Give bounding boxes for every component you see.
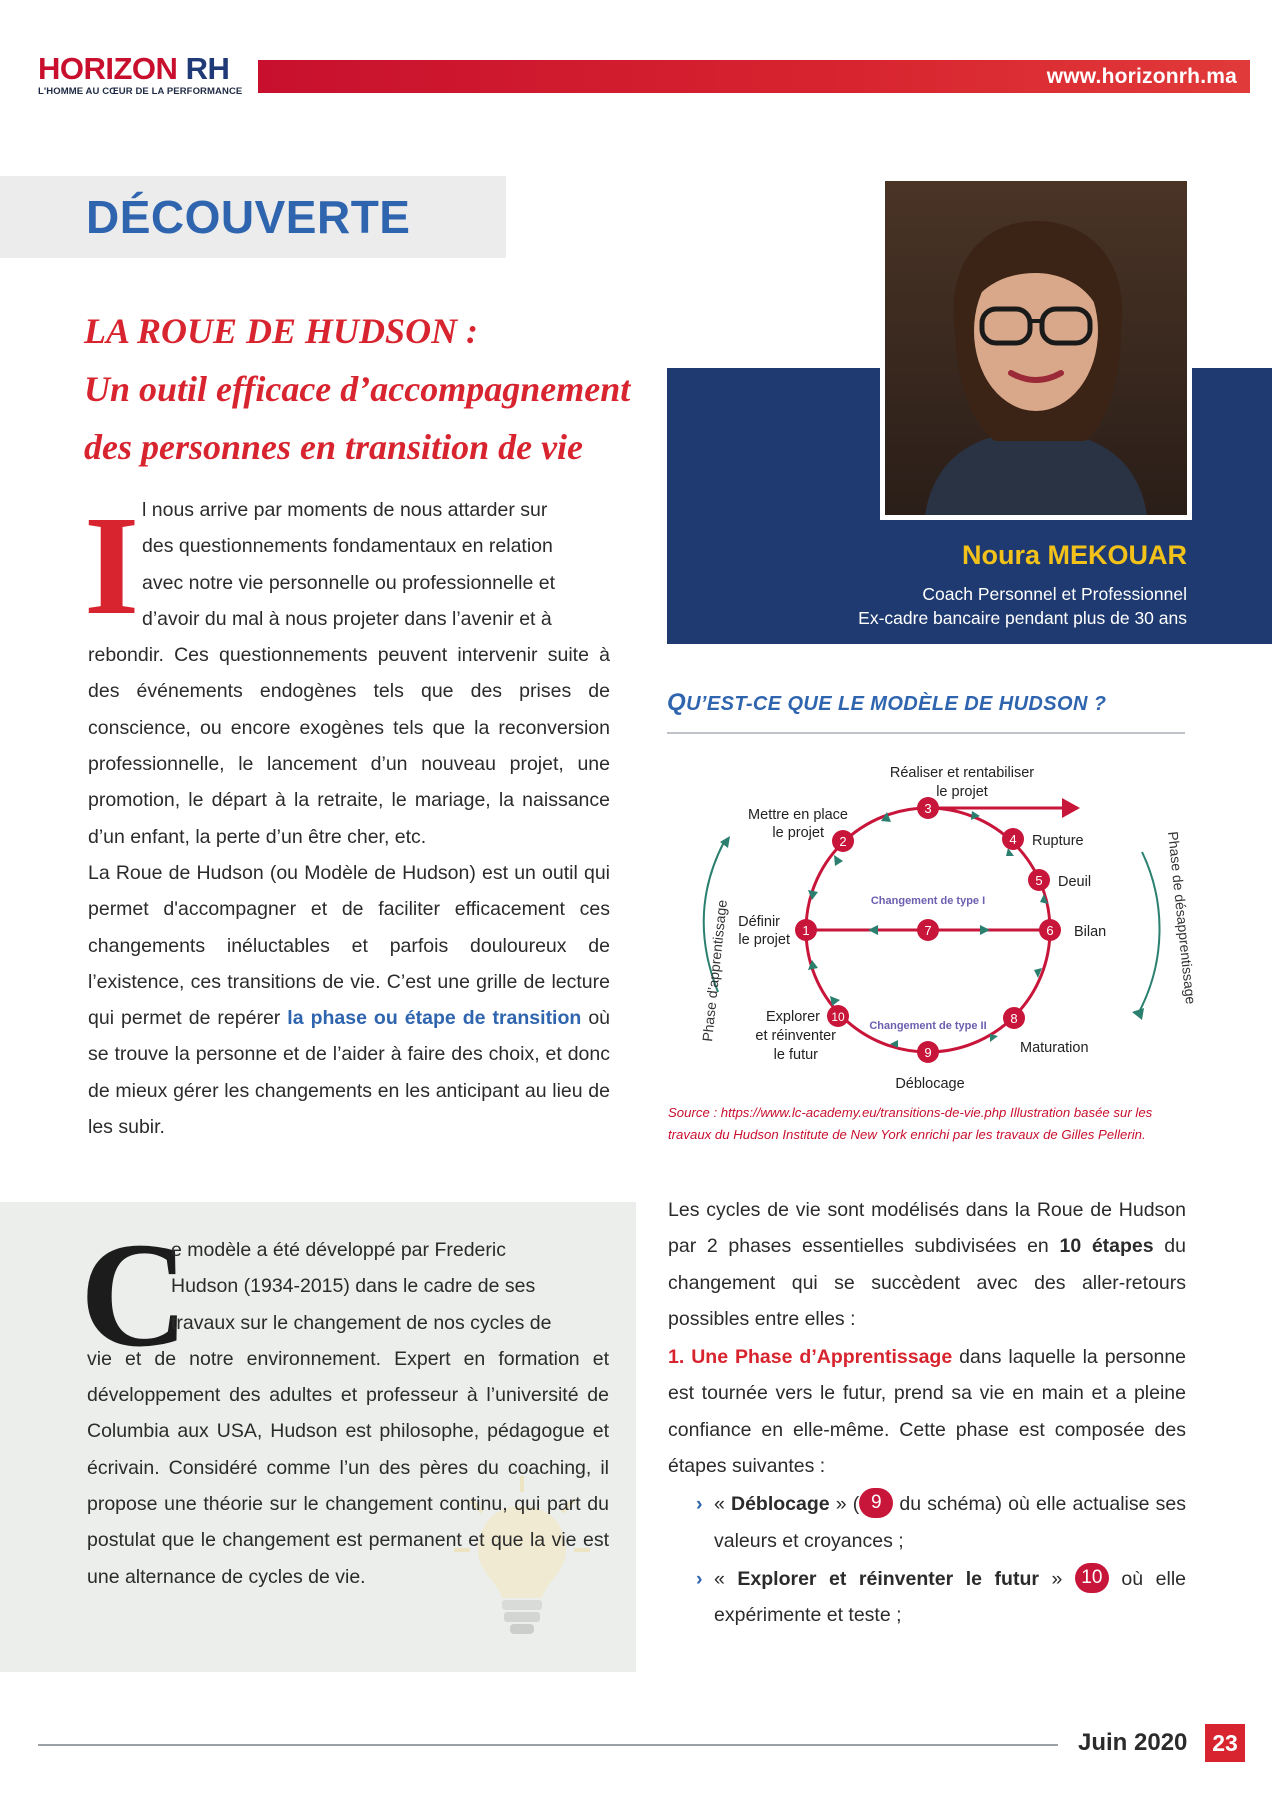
step-badge: 10: [1075, 1563, 1109, 1593]
text-span: «: [714, 1567, 738, 1590]
node-1-label: le projet: [738, 932, 790, 948]
node-4: [1002, 828, 1024, 850]
intro-paragraph-rest: rebondir. Ces questionnements peuvent intervenir suite à des événements endogènes tels que des prises de conscience, ou encore exogènes tels que la reconversion professionnelle, le lancement d’un nouveau projet, une promotion, le départ à la retraite, le mariage, la naissance d’un enfant, la perte d’un être cher, etc.: [88, 644, 610, 848]
direction-arrow: [980, 925, 990, 935]
article-title: [84, 302, 644, 476]
intro-p2-start: La Roue de Hudson (ou Modèle de Hudson) est un outil qui permet d'accompagner et de faciliter efficacement ces changements inéluctables et parfois douloureux de l’existence, ces transitions de vie. C’est une grille de lecture qui permet de repérer: [88, 861, 610, 1030]
text-span: où elle expérimente et teste ;: [714, 1567, 1186, 1627]
node-10-label: et réinventer: [755, 1028, 836, 1044]
question-heading-rest: U’EST-CE QUE LE MODÈLE DE HUDSON ?: [686, 693, 1107, 715]
node-5-label: Deuil: [1058, 874, 1092, 890]
node-number: 10: [831, 1010, 845, 1024]
section-title: DÉCOUVERTE: [86, 191, 411, 243]
node-number: 6: [1046, 923, 1054, 938]
node-number: 8: [1010, 1011, 1018, 1026]
node-number: 5: [1035, 873, 1043, 888]
node-3-label: le projet: [936, 784, 988, 800]
intro-line: avec notre vie personnelle ou professionnelle et: [142, 571, 556, 594]
intro-line: des questionnements fondamentaux en relation: [142, 535, 553, 558]
logo: [38, 52, 229, 86]
hudson-paragraph-rest: vie et de notre environnement. Expert en formation et développement des adultes et professeur à l’université de Columbia aux USA, Hudson est philosophe, pédagogue et écrivain. Considéré comme l’un des pères du coaching, il propose une théorie sur le changement continu, qui part du postulat que le changement est permanent et que la vie est une alternance de cycles de vie.: [87, 1347, 609, 1588]
question-heading-initial: Q: [667, 689, 687, 716]
phase-item-1: [668, 1339, 1186, 1484]
bullet-chevron-icon: ›: [696, 1493, 703, 1516]
text-span: dans laquelle la personne est tournée vers le futur, prend sa vie en main et a pleine confiance en elle-même. Cette phase est composée des étapes suivantes :: [668, 1346, 1187, 1478]
node-number: 9: [924, 1045, 932, 1060]
logo-part1: HORIZON: [38, 51, 178, 86]
author-name: Noura MEKOUAR: [961, 540, 1187, 570]
hudson-line: travaux sur le changement de nos cycles de: [171, 1311, 552, 1334]
node-2: [832, 830, 854, 852]
dropcap-c: C: [80, 1212, 189, 1378]
logo-tagline: L'HOMME AU CŒUR DE LA PERFORMANCE: [38, 86, 243, 97]
text-span: Les cycles de vie sont modélisés dans la Roue de Hudson par 2 phases essentielles subdivisées en: [668, 1199, 1186, 1258]
node-number: 2: [839, 834, 847, 849]
right-column-text: [668, 1192, 1186, 1634]
node-9-label: Déblocage: [895, 1076, 965, 1092]
bullet-item: [696, 1561, 1186, 1634]
step-badge: 9: [859, 1488, 893, 1518]
node-1-label: Définir: [738, 914, 780, 930]
node-3: [917, 797, 939, 819]
heading-divider: [667, 732, 1185, 734]
source-note: Source : https://www.lc-academy.eu/transitions-de-vie.php Illustration basée sur les travaux du Hudson Institute de New York enrichi par les travaux de Gilles Pellerin.: [668, 1105, 1153, 1142]
hudson-line: e modèle a été développé par Frederic: [171, 1239, 506, 1261]
node-number: 1: [802, 923, 810, 938]
header-url[interactable]: www.horizonrh.ma: [1046, 65, 1237, 88]
footer-divider: [38, 1744, 1058, 1746]
phase-right-label: Phase de désapprentissage: [1165, 830, 1200, 1005]
node-4-label: Rupture: [1032, 833, 1084, 849]
question-heading: [667, 687, 1106, 720]
node-2-label: le projet: [772, 825, 824, 841]
node-8-label: Maturation: [1020, 1040, 1089, 1056]
node-number: 4: [1009, 832, 1017, 847]
node-10-label: Explorer: [766, 1009, 820, 1025]
intro-line: d’avoir du mal à nous projeter dans l’avenir et à: [142, 607, 552, 630]
text-span: du schéma) où elle actualise ses valeurs et croyances ;: [714, 1493, 1186, 1552]
article-title-line2: Un outil efficace d’accompagnement: [84, 369, 631, 409]
node-number: 7: [924, 923, 932, 938]
node-9: [917, 1041, 939, 1063]
direction-arrow: [990, 1034, 998, 1042]
change-type1-label: Changement de type I: [870, 895, 986, 907]
unlearning-arc-arrow: [1132, 1008, 1144, 1020]
dropcap-i: I: [84, 486, 140, 644]
hudson-text: [87, 1232, 609, 1595]
article-title-line1: LA ROUE DE HUDSON :: [84, 311, 479, 351]
node-number: 3: [924, 801, 932, 816]
phase-item-title: 1. Une Phase d’Apprentissage: [668, 1346, 953, 1369]
intro-p2-end: où se trouve la personne et de l’aider à faire des choix, et donc de mieux gérer les changements en les anticipant au lieu de les subir.: [88, 1007, 611, 1139]
node-10: [827, 1005, 849, 1027]
unlearning-arc: [1138, 852, 1160, 1014]
page-number: 23: [1205, 1724, 1245, 1762]
node-10-label: le futur: [773, 1047, 818, 1063]
author-photo: [880, 176, 1192, 520]
text-bold: Déblocage: [731, 1493, 830, 1516]
node-2-label: Mettre en place: [748, 807, 848, 823]
node-6: [1039, 919, 1061, 941]
intro-paragraph-2: [88, 855, 610, 1145]
node-1: [795, 919, 817, 941]
node-7: [917, 919, 939, 941]
right-paragraph-1: [668, 1192, 1186, 1337]
hudson-line: Hudson (1934-2015) dans le cadre de ses: [171, 1275, 536, 1298]
projection-arrow-head: [1062, 798, 1080, 818]
text-span: »: [1038, 1567, 1075, 1590]
bullet-chevron-icon: ›: [696, 1567, 703, 1590]
intro-line: l nous arrive par moments de nous attarder sur: [142, 499, 548, 521]
direction-arrow: [834, 855, 843, 866]
node-8: [1003, 1007, 1025, 1029]
node-5: [1028, 869, 1050, 891]
text-span: du changement qui se succèdent avec des aller-retours possibles entre elles :: [668, 1235, 1186, 1330]
bullet-item: [696, 1486, 1186, 1559]
logo-part2: RH: [185, 51, 230, 86]
change-type2-label: Changement de type II: [869, 1020, 987, 1032]
phase-left-label: Phase d’apprentissage: [699, 898, 730, 1043]
direction-arrow: [868, 925, 878, 935]
node-3-label: Réaliser et rentabiliser: [889, 765, 1035, 781]
node-6-label: Bilan: [1074, 924, 1107, 940]
intro-p2-highlight: la phase ou étape de transition: [287, 1007, 582, 1030]
article-title-line3: des personnes en transition de vie: [84, 427, 584, 467]
author-role: Coach Personnel et Professionnel: [922, 584, 1187, 604]
text-bold: 10 étapes: [1059, 1235, 1154, 1258]
text-bold: Explorer et réinventer le futur: [737, 1567, 1039, 1590]
author-role: Ex-cadre bancaire pendant plus de 30 ans: [858, 608, 1187, 628]
hudson-wheel-diagram: [662, 752, 1200, 1098]
text-span: «: [714, 1493, 731, 1516]
footer-date: Juin 2020: [1078, 1729, 1188, 1756]
intro-text: [88, 492, 610, 1145]
text-span: » (: [829, 1493, 860, 1516]
